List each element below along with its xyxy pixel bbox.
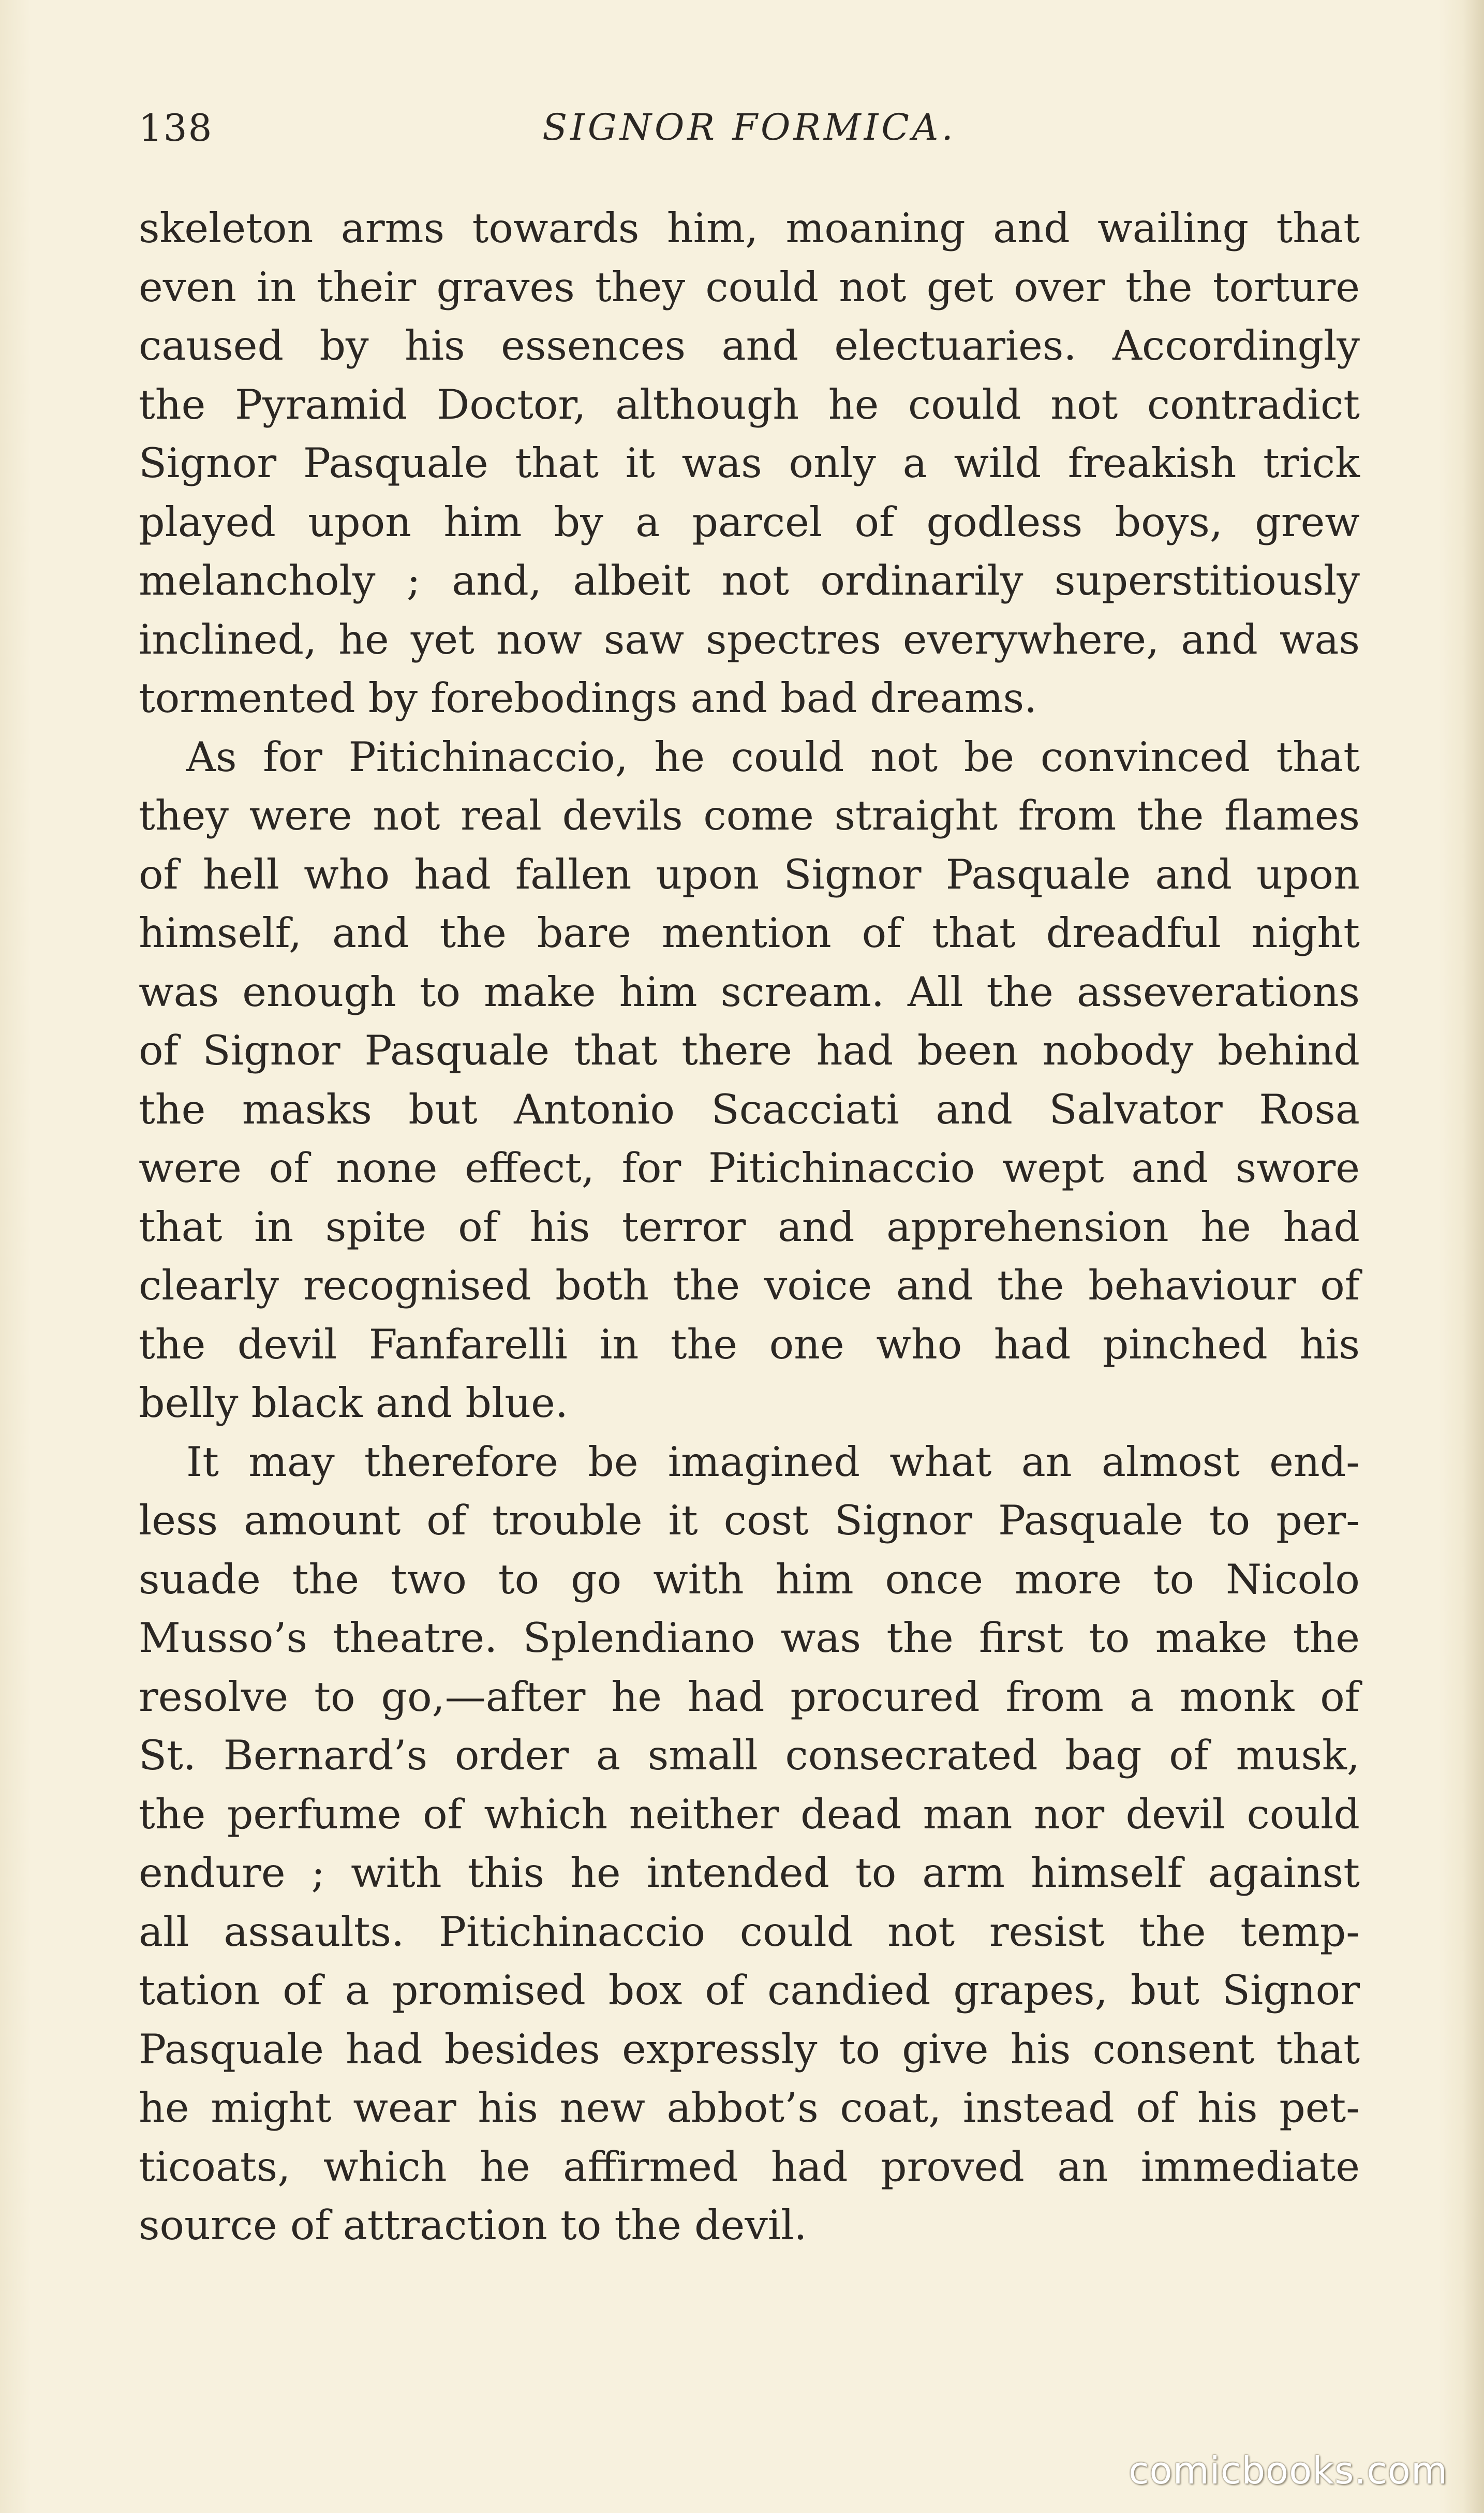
text-line: skeleton arms towards him, moaning and wailing that — [139, 204, 1360, 252]
text-line: he might wear his new abbot’s coat, instead of his pet- — [139, 2084, 1360, 2132]
text-line: the Pyramid Doctor, although he could not contradict — [139, 380, 1360, 428]
text-line: all assaults. Pitichinaccio could not resist the temp- — [139, 1908, 1360, 1956]
text-line: they were not real devils come straight from the flames — [139, 792, 1360, 839]
body-text — [139, 199, 1360, 2255]
text-line: the masks but Antonio Scacciati and Salvator Rosa — [139, 1085, 1360, 1133]
text-line: the perfume of which neither dead man nor devil could — [139, 1790, 1360, 1838]
text-line: As for Pitichinaccio, he could not be convinced that — [186, 733, 1360, 781]
text-line: Signor Pasquale that it was only a wild freakish trick — [139, 439, 1360, 487]
text-line: clearly recognised both the voice and the behaviour of — [139, 1262, 1360, 1309]
text-line: Pasquale had besides expressly to give his consent that — [139, 2025, 1360, 2073]
text-line: inclined, he yet now saw spectres everywhere, and was — [139, 615, 1360, 663]
text-line: source of attraction to the devil. — [139, 2201, 807, 2249]
text-line: endure ; with this he intended to arm himself against — [139, 1849, 1360, 1897]
text-line: tation of a promised box of candied grapes, but Signor — [139, 1967, 1360, 2014]
text-line: belly black and blue. — [139, 1379, 569, 1427]
text-line: was enough to make him scream. All the asseverations — [139, 968, 1360, 1016]
text-line: that in spite of his terror and apprehension he had — [139, 1203, 1360, 1251]
running-title: SIGNOR FORMICA. — [542, 106, 956, 149]
watermark: comicbooks.com — [1128, 2449, 1448, 2492]
text-line: of Signor Pasquale that there had been nobody behind — [139, 1027, 1360, 1074]
running-header — [139, 106, 1360, 163]
text-line: ticoats, which he affirmed had proved an immediate — [139, 2142, 1360, 2191]
text-line: tormented by forebodings and bad dreams. — [139, 674, 1037, 722]
text-line: the devil Fanfarelli in the one who had pinched his — [139, 1320, 1360, 1368]
paragraph — [139, 199, 1360, 728]
text-line: It may therefore be imagined what an almost end- — [186, 1438, 1360, 1486]
paragraph — [139, 1433, 1360, 2255]
text-line: himself, and the bare mention of that dreadful night — [139, 909, 1360, 957]
text-line: resolve to go,—after he had procured from a monk of — [139, 1673, 1360, 1721]
text-line: melancholy ; and, albeit not ordinarily superstitiously — [139, 557, 1360, 604]
text-line: suade the two to go with him once more to Nicolo — [139, 1555, 1360, 1603]
text-line: were of none effect, for Pitichinaccio wept and swore — [139, 1144, 1360, 1192]
text-line: caused by his essences and electuaries. Accordingly — [139, 322, 1360, 369]
page-edge-shadow — [1463, 0, 1484, 2513]
text-line: Musso’s theatre. Splendiano was the first to make the — [139, 1614, 1360, 1662]
text-line: St. Bernard’s order a small consecrated bag of musk, — [139, 1732, 1360, 1779]
text-line: played upon him by a parcel of godless boys, grew — [139, 498, 1360, 546]
paragraph — [139, 728, 1360, 1433]
text-line: even in their graves they could not get over the torture — [139, 263, 1360, 311]
page-number: 138 — [139, 106, 213, 150]
text-line: of hell who had fallen upon Signor Pasquale and upon — [139, 850, 1360, 898]
text-line: less amount of trouble it cost Signor Pasquale to per- — [139, 1497, 1360, 1544]
